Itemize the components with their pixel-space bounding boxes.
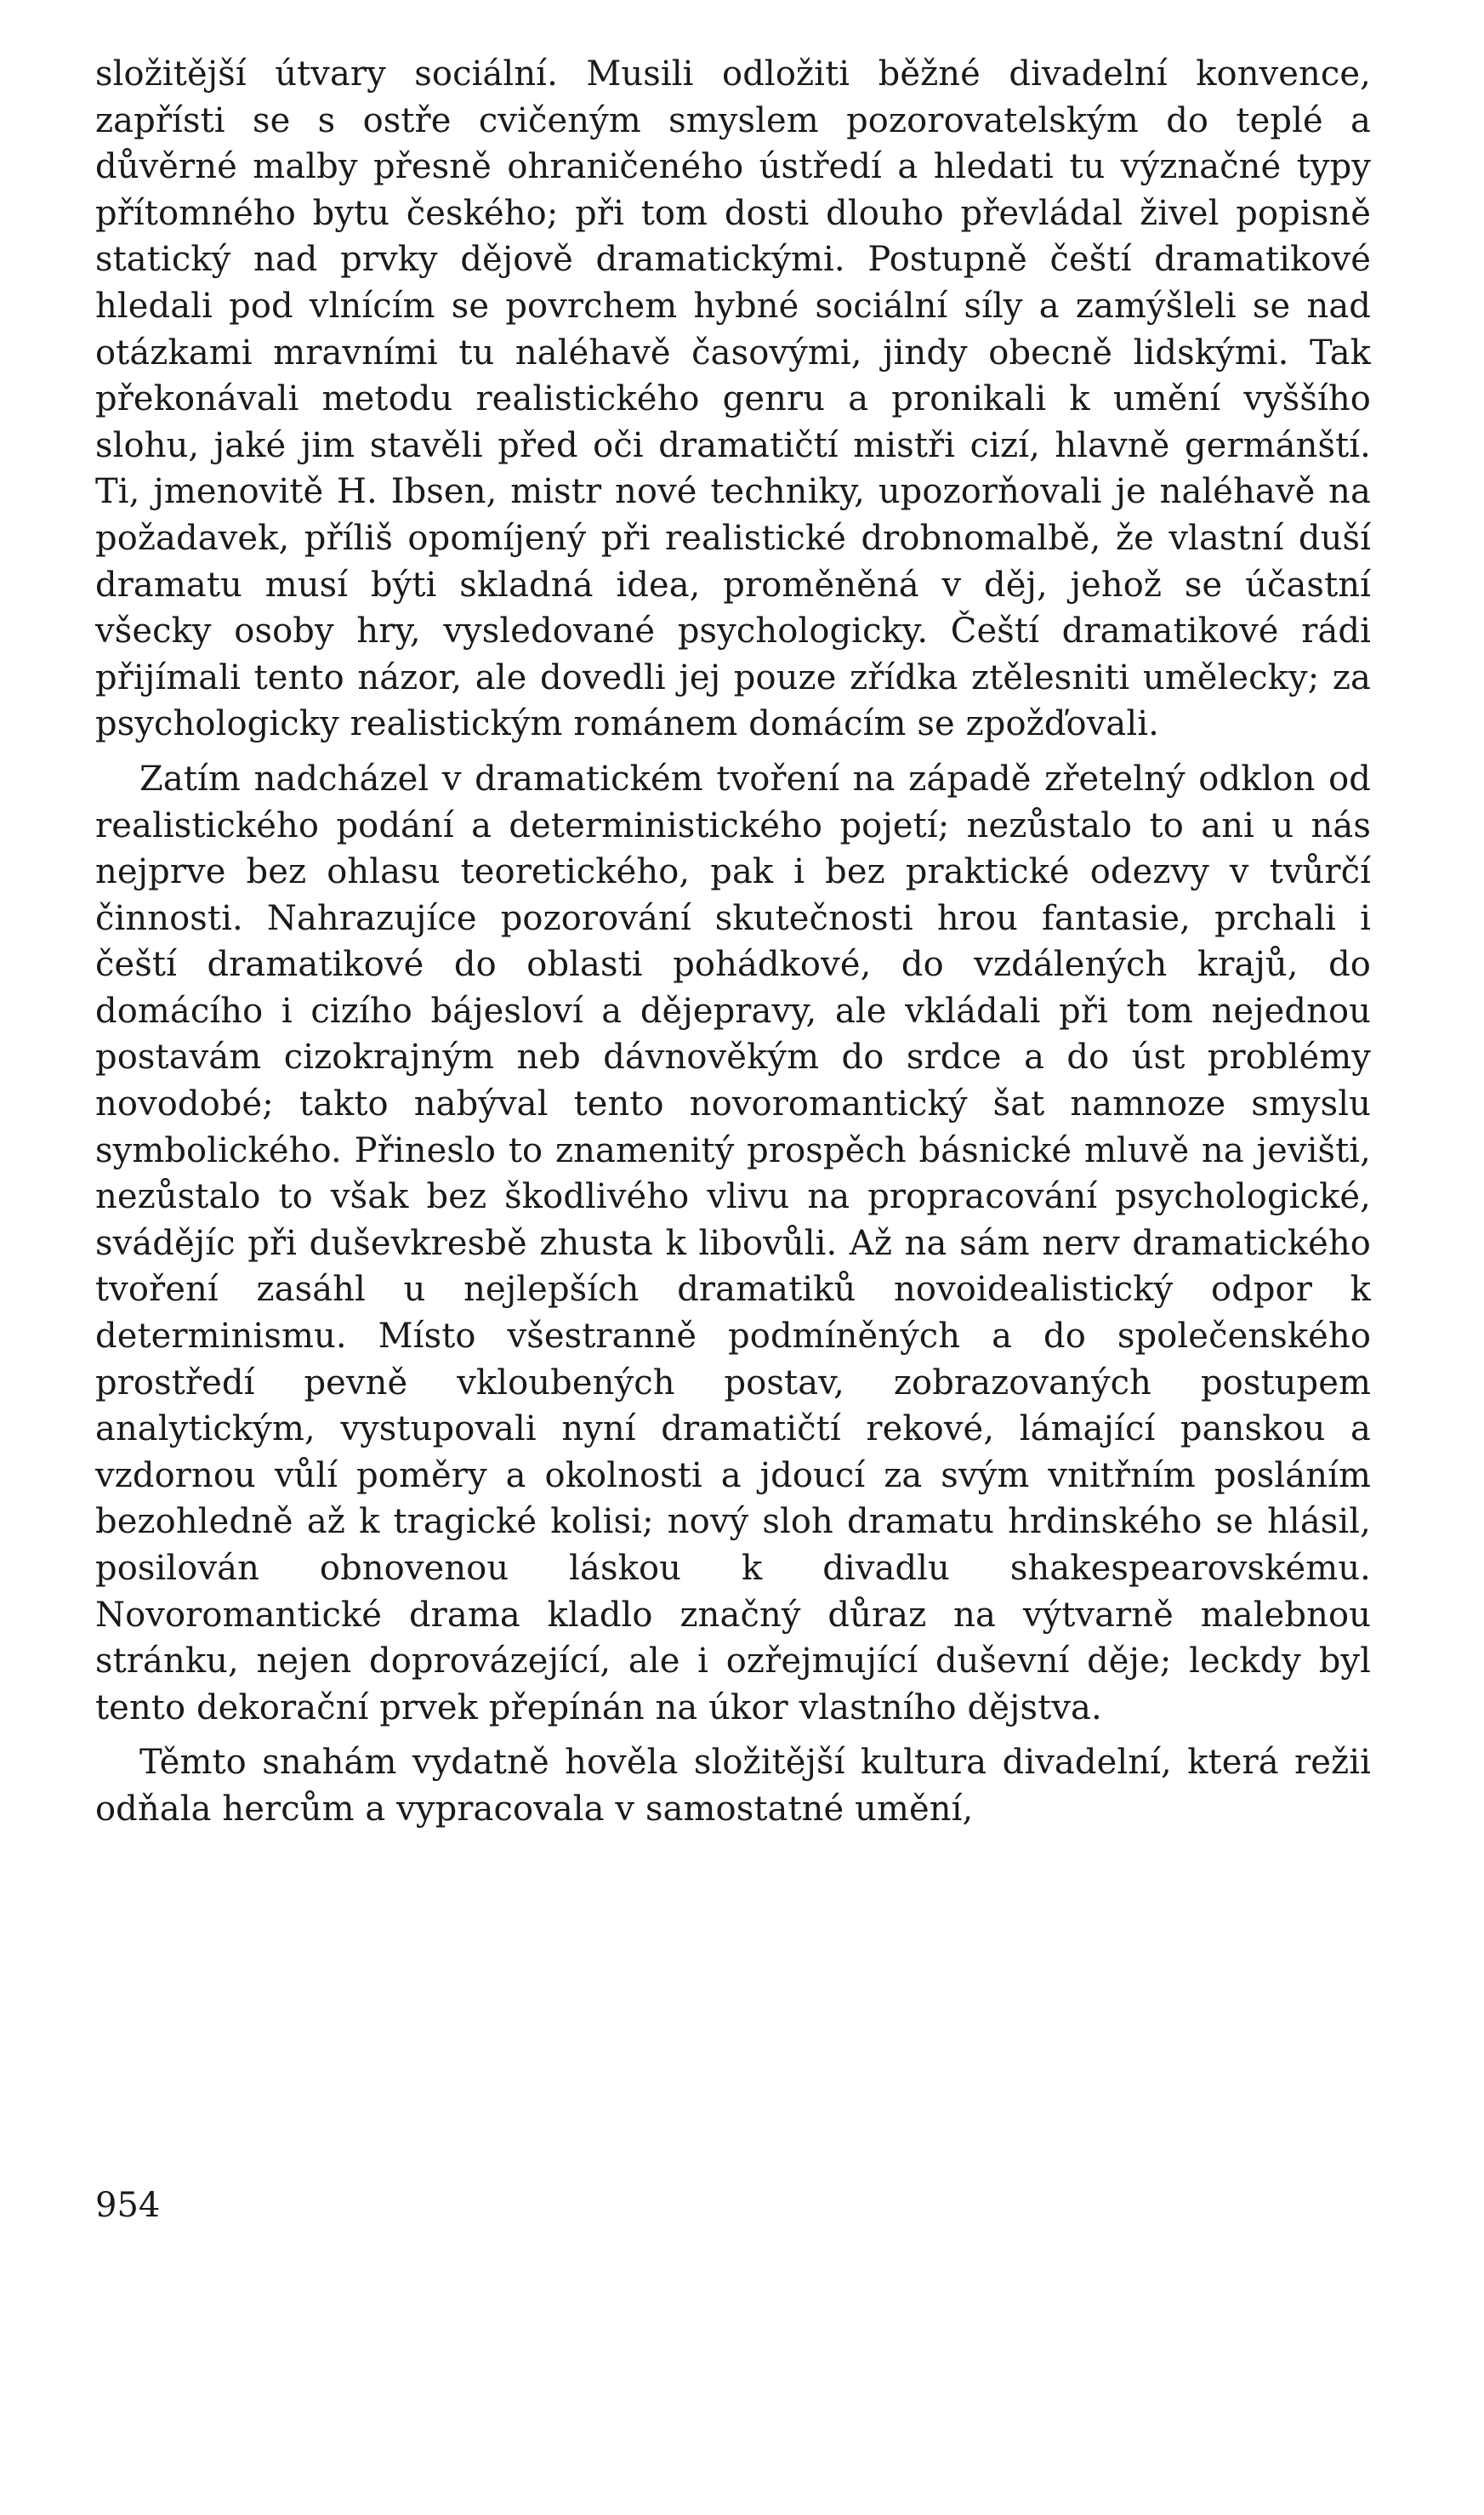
paragraph-3: Těmto snahám vydatně hověla složitější kultura divadelní, která režii odňala hercům a vypracovala v samostatné umění, [95, 1743, 1371, 1829]
page-body [95, 51, 1371, 1833]
paragraph-1: složitější útvary sociální. Musili odložiti běžné divadelní konvence, zapřísti se s ostře cvičeným smyslem pozorovatelským do teplé a důvěrné malby přesně ohraničeného ústředí a hledati tu význačné typy přítomného bytu českého; při tom dosti dlouho převládal živel popisně statický nad prvky dějově dramatickými. Postupně čeští dramatikové hledali pod vlnícím se povrchem hybné sociální síly a zamýšleli se nad otázkami mravními tu naléhavě časovými, jindy obecně lidskými. Tak překonávali metodu realistického genru a pronikali k umění vyššího slohu, jaké jim stavěli před oči dramatičtí mistři cizí, hlavně germánští. Ti, jmenovitě H. Ibsen, mistr nové techniky, upozorňovali je naléhavě na požadavek, příliš opomíjený při realistické drobnomalbě, že vlastní duší dramatu musí býti skladná idea, proměněná v děj, jehož se účastní všecky osoby hry, vysledované psychologicky. Čeští dramatikové rádi přijímali tento názor, ale dovedli jej pouze zřídka ztělesniti umělecky; za psychologicky realistickým románem domácím se zpožďovali. [95, 54, 1371, 744]
paragraph-2: Zatím nadcházel v dramatickém tvoření na západě zřetelný odklon od realistického podání a deterministického pojetí; nezůstalo to ani u nás nejprve bez ohlasu teoretického, pak i bez praktické odezvy v tvůrčí činnosti. Nahrazujíce pozorování skutečnosti hrou fantasie, prchali i čeští dramatikové do oblasti pohádkové, do vzdálených krajů, do domácího i cizího bájesloví a dějepravy, ale vkládali při tom nejednou postavám cizokrajným neb dávnověkým do srdce a do úst problémy novodobé; takto nabýval tento novoromantický šat namnoze smyslu symbolického. Přineslo to znamenitý prospěch básnické mluvě na jevišti, nezůstalo to však bez škodlivého vlivu na propracování psychologické, svádějíc při duševkresbě zhusta k libovůli. Až na sám nerv dramatického tvoření zasáhl u nejlepších dramatiků novoidealistický odpor k determinismu. Místo všestranně podmíněných a do společenského prostředí pevně vkloubených postav, zobrazovaných postupem analytickým, vystupovali nyní dramatičtí rekové, lámající panskou a vzdornou vůlí poměry a okolnosti a jdoucí za svým vnitřním posláním bezohledně až k tragické kolisi; nový sloh dramatu hrdinského se hlásil, posilován obnovenou láskou k divadlu shakespearovskému. Novoromantické drama kladlo značný důraz na výtvarně malebnou stránku, nejen doprovázející, ale i ozřejmující duševní děje; leckdy byl tento dekorační prvek přepínán na úkor vlastního dějstva. [95, 759, 1371, 1727]
page-number: 954 [95, 2186, 161, 2225]
